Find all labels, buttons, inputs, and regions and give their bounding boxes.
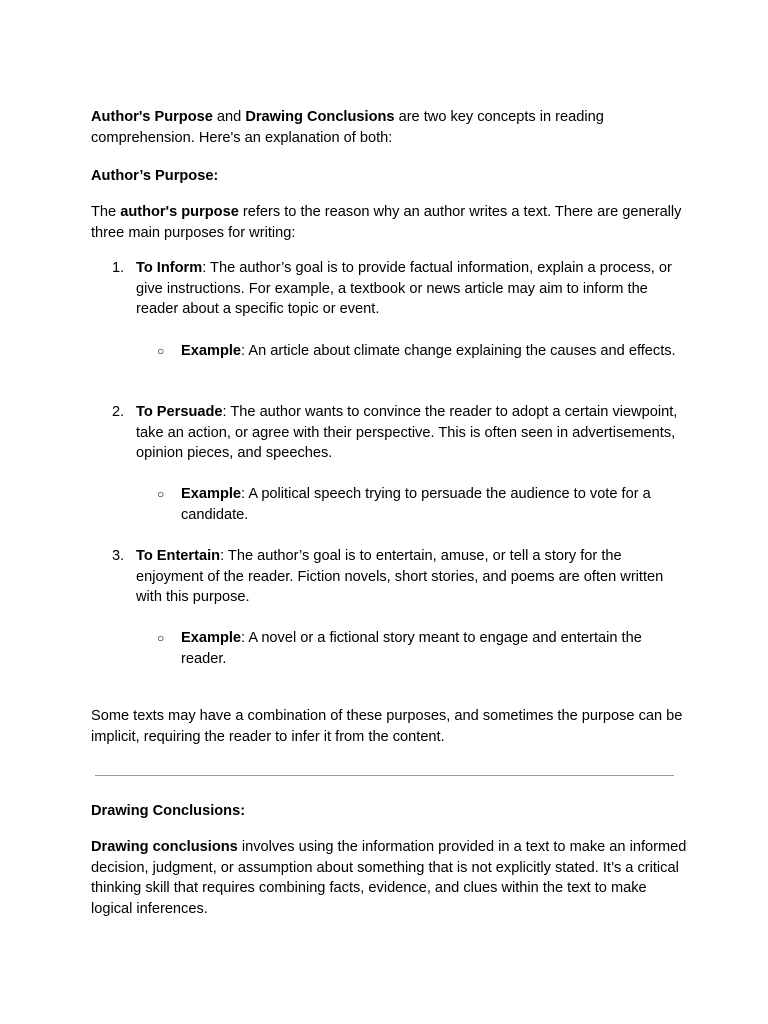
example-label: Example (181, 630, 242, 646)
example-body: : An article about climate change explaining the causes and effects. (241, 343, 676, 359)
para-bold-term: author's purpose (120, 204, 239, 220)
example-text (181, 628, 681, 669)
para-rest: involves using the information provided in a text to make an informed decision, judgment, or assumption about something that is not explicitly stated. It’s a critical thinking skill that requires combining facts, evidence, and clues within the text to make logical inferences. (91, 839, 687, 917)
intro-term-drawing-conclusions: Drawing Conclusions (245, 109, 395, 125)
section-heading-text: Drawing Conclusions: (91, 803, 246, 819)
para-bold-term: Drawing conclusions (91, 839, 238, 855)
example-text (181, 484, 681, 525)
intro-joiner: and (212, 109, 246, 125)
authors-purpose-paragraph (91, 202, 691, 243)
hollow-bullet-icon: ○ (157, 344, 165, 358)
drawing-conclusions-paragraph (91, 837, 691, 919)
para-rest: refers to the reason why an author writes a text. There are generally three main purposes for writing: (91, 204, 682, 241)
example-body: : A novel or a fictional story meant to engage and entertain the reader. (181, 630, 642, 667)
para-prefix: The (91, 204, 121, 220)
list-item-text (136, 546, 681, 608)
intro-rest: are two key concepts in reading comprehension. Here's an explanation of both: (91, 109, 604, 146)
list-item-title: To Entertain (136, 548, 221, 564)
hollow-bullet-icon: ○ (157, 487, 165, 501)
intro-paragraph (91, 107, 691, 148)
closing-paragraph: Some texts may have a combination of these purposes, and sometimes the purpose can be implicit, requiring the reader to infer it from the content. (91, 708, 683, 745)
example-text (181, 341, 681, 362)
intro-term-authors-purpose: Author's Purpose (91, 109, 213, 125)
example-body: : A political speech trying to persuade the audience to vote for a candidate. (181, 486, 651, 523)
list-item-text (136, 402, 681, 464)
list-item-body: : The author’s goal is to provide factual information, explain a process, or give instructions. For example, a textbook or news article may aim to inform the reader about a specific topic or event. (136, 260, 672, 317)
section-heading-text: Author’s Purpose: (91, 168, 219, 184)
hollow-bullet-icon: ○ (157, 631, 165, 645)
section-heading-drawing-conclusions (91, 801, 691, 822)
horizontal-divider (95, 775, 674, 776)
example-label: Example (181, 343, 242, 359)
list-number: 1. (112, 260, 125, 276)
list-item-body: : The author’s goal is to entertain, amuse, or tell a story for the enjoyment of the reader. Fiction novels, short stories, and poems are often written with this purpose. (136, 548, 664, 605)
example-label: Example (181, 486, 242, 502)
list-item-text (136, 258, 681, 320)
list-item-title: To Inform (136, 260, 203, 276)
list-item-title: To Persuade (136, 404, 223, 420)
list-number: 3. (112, 548, 125, 564)
section-heading-authors-purpose (91, 166, 691, 187)
list-number: 2. (112, 404, 125, 420)
list-item-body: : The author wants to convince the reader to adopt a certain viewpoint, take an action, or agree with their perspective. This is often seen in advertisements, opinion pieces, and speeches. (136, 404, 678, 461)
